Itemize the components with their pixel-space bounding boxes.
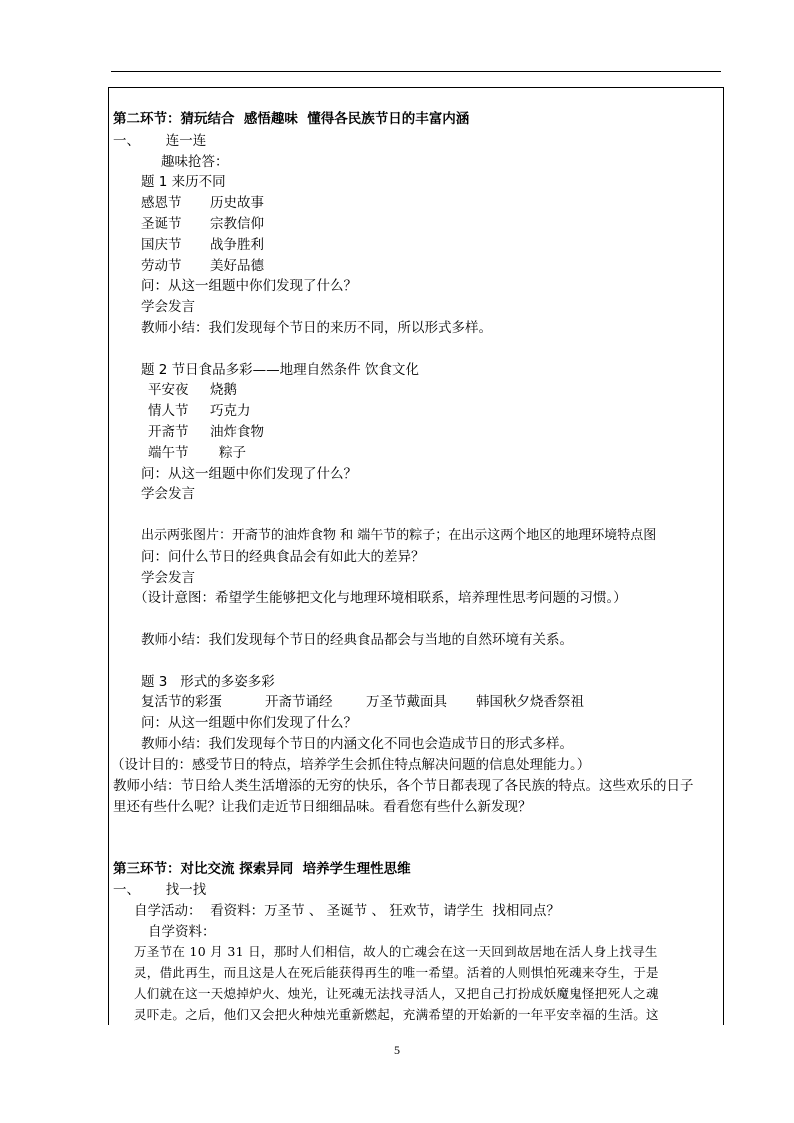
q2-design: （设计意图：希望学生能够把文化与地理环境相联系，培养理性思考问题的习惯。）	[134, 590, 627, 606]
q2-student: 学会发言	[141, 486, 195, 502]
self-study-activity: 自学活动： 看资料：万圣节 、 圣诞节 、 狂欢节，请学生 找相同点？	[134, 903, 560, 919]
final-summary-line1: 教师小结：节日给人类生活增添的无穷的快乐，各个节日都表现了各民族的特点。这些欢乐的日子	[113, 778, 694, 794]
q2-pair-left: 端午节	[148, 445, 189, 461]
q3-item: 万圣节戴面具	[366, 694, 447, 710]
quiz-title: 趣味抢答：	[161, 154, 229, 170]
q2-ask: 问：从这一组题中你们发现了什么？	[141, 466, 357, 482]
section3-title: 第三环节：对比交流 探索异同 培养学生理性思维	[113, 861, 411, 877]
q2-pair-left: 开斋节	[148, 424, 189, 440]
q1-student: 学会发言	[141, 299, 195, 315]
q3-design: （设计目的：感受节日的特点，培养学生会抓住特点解决问题的信息处理能力。）	[111, 757, 591, 773]
q2-pair-left: 情人节	[148, 403, 189, 419]
material-line: 灵吓走。之后，他们又会把火种烛光重新燃起，充满希望的开始新的一年平安幸福的生活。这	[134, 1007, 659, 1022]
q1-title: 题 1 来历不同	[141, 174, 226, 190]
q1-pair-left: 感恩节	[141, 195, 182, 211]
q2-pair-right: 粽子	[219, 445, 246, 461]
q3-item: 开斋节诵经	[265, 694, 333, 710]
q3-ask: 问：从这一组题中你们发现了什么？	[141, 715, 357, 731]
q1-ask: 问：从这一组题中你们发现了什么？	[141, 278, 357, 294]
q2-summary: 教师小结：我们发现每个节日的经典食品都会与当地的自然环境有关系。	[141, 632, 573, 648]
q3-item: 复活节的彩蛋	[141, 694, 222, 710]
material-line: 人们就在这一天熄掉炉火、烛光，让死魂无法找寻活人，又把自己打扮成妖魔鬼怪把死人之魂	[134, 986, 659, 1001]
material-line: 灵，借此再生，而且这是人在死后能获得再生的唯一希望。活着的人则惧怕死魂来夺生，于是	[134, 965, 659, 980]
q2-ask2: 问：问什么节日的经典食品会有如此大的差异？	[141, 549, 425, 565]
content-table-cell	[108, 87, 724, 1025]
section2-item1: 一、 连一连	[113, 133, 207, 149]
q3-summary: 教师小结：我们发现每个节日的内涵文化不同也会造成节日的形式多样。	[141, 736, 573, 752]
q1-pair-left: 劳动节	[141, 258, 182, 274]
page-number: 5	[394, 1043, 400, 1057]
q2-pair-right: 油炸食物	[210, 424, 264, 440]
q1-pair-right: 美好品德	[210, 258, 264, 274]
header-rule	[111, 71, 721, 72]
q1-summary: 教师小结：我们发现每个节日的来历不同，所以形式多样。	[141, 320, 492, 336]
q1-pair-left: 国庆节	[141, 237, 182, 253]
q2-title: 题 2 节日食品多彩——地理自然条件 饮食文化	[141, 362, 419, 378]
material-label: 自学资料：	[148, 924, 216, 940]
final-summary-line2: 里还有些什么呢？让我们走近节日细细品味。看看您有些什么新发现？	[113, 799, 532, 815]
section3-item1: 一、 找一找	[113, 882, 207, 898]
show-pictures: 出示两张图片：开斋节的油炸食物 和 端午节的粽子；在出示这两个地区的地理环境特点图	[141, 528, 657, 543]
q2-student2: 学会发言	[141, 570, 195, 586]
section2-title: 第二环节：猜玩结合 感悟趣味 懂得各民族节日的丰富内涵	[113, 111, 470, 127]
q2-pair-right: 烧鹅	[210, 382, 237, 398]
q1-pair-right: 历史故事	[210, 195, 264, 211]
q3-item: 韩国秋夕烧香祭祖	[476, 694, 584, 710]
q3-title: 题 3 形式的多姿多彩	[141, 674, 275, 690]
q2-pair-left: 平安夜	[148, 382, 189, 398]
q1-pair-right: 宗教信仰	[210, 216, 264, 232]
q2-pair-right: 巧克力	[210, 403, 251, 419]
material-line: 万圣节在 10 月 31 日，那时人们相信，故人的亡魂会在这一天回到故居地在活人身上找寻生	[134, 944, 658, 959]
q1-pair-right: 战争胜利	[210, 237, 264, 253]
q1-pair-left: 圣诞节	[141, 216, 182, 232]
